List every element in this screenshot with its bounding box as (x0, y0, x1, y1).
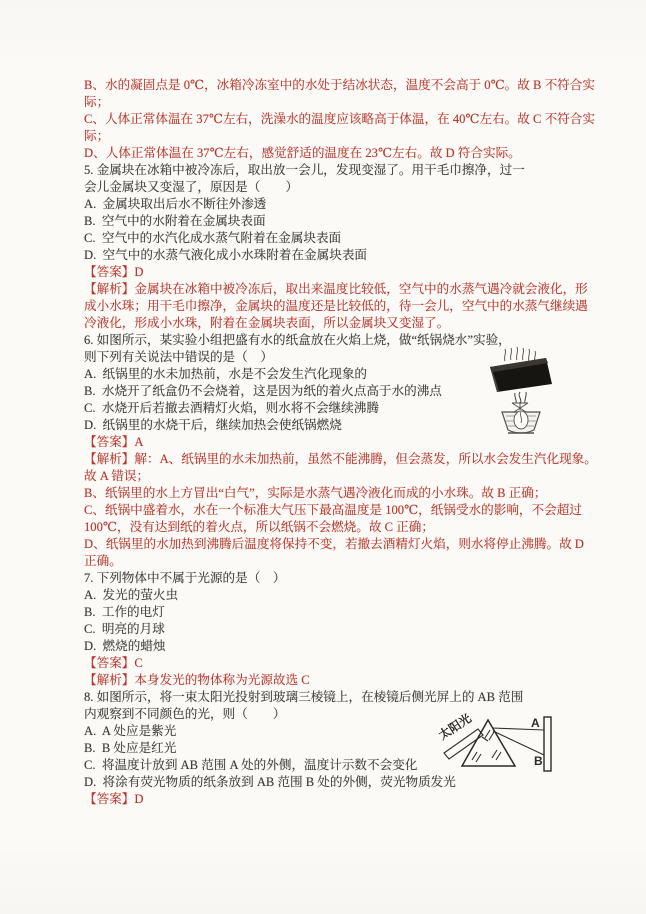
prism-figure (436, 700, 604, 807)
text-line: 则下列有关说法中错误的是（ ） (84, 350, 273, 364)
text-line: B. 水烧开了纸盒仍不会烧着，这是因为纸的着火点高于水的沸点 (84, 384, 442, 398)
text-line: A. A 处应是紫光 (84, 724, 177, 738)
prism-triangle-icon (462, 720, 515, 766)
text-line: D、人体正常体温在 37℃左右，感觉舒适的温度在 23℃左右。故 D 符合实际。 (84, 146, 521, 160)
text-line: B、纸锅里的水上方冒出“白气”，实际是水蒸气遇冷液化而成的小水珠。故 B 正确； (84, 486, 547, 500)
prism-label-a: A (531, 716, 540, 730)
text-line: 故 A 错误； (84, 469, 150, 483)
lamp-neck-icon (512, 402, 528, 412)
text-line: D. 燃烧的蜡烛 (84, 639, 166, 653)
text-line: 【答案】A (84, 435, 144, 449)
prism-sunlight-label: 太阳光 (436, 711, 474, 743)
text-line: C、纸锅中盛着水，水在一个标准大气压下最高温度是 100℃，纸锅受水的影响，不会超过 (84, 503, 582, 517)
text-line: D、纸锅里的水加热到沸腾后温度将保持不变，若撤去酒精灯火焰，则水将停止沸腾。故 D (84, 537, 584, 551)
text-line: 100℃，没有达到纸的着火点，所以纸锅不会燃烧。故 C 正确； (84, 520, 434, 534)
text-line: B. 工作的电灯 (84, 605, 165, 619)
text-line: C. 将温度计放到 AB 范围 A 处的外侧，温度计示数不会变化 (84, 758, 418, 772)
text-line: 【答案】D (84, 792, 144, 806)
text-line: 7. 下列物体中不属于光源的是（ ） (84, 571, 286, 585)
text-line: 5. 金属块在冰箱中被冷冻后，取出放一会儿，发现变湿了。用干毛巾擦净，过一 (84, 163, 525, 177)
text-line: A. 纸锅里的水未加热前，水是不会发生汽化现象的 (84, 367, 368, 381)
steam-wisps-icon (504, 347, 535, 362)
paper-pot-figure (478, 346, 600, 449)
text-line: 【解析】解：A、纸锅里的水未加热前，虽然不能沸腾，但会蒸发，所以水会发生汽化现象。 (84, 452, 597, 466)
text-line: C、人体正常体温在 37℃左右，洗澡水的温度应该略高于体温，在 40℃左右。故 C 不符合实 (84, 112, 595, 126)
text-line: B. 空气中的水附着在金属块表面 (84, 214, 266, 228)
text-line: 8. 如图所示，将一束太阳光投射到玻璃三棱镜上，在棱镜后侧光屏上的 AB 范围 (84, 690, 524, 704)
text-line: 【答案】D (84, 265, 144, 279)
prism-diagram-icon (436, 700, 604, 802)
text-line: 6. 如图所示，某实验小组把盛有水的纸盒放在火焰上烧，做“纸锅烧水”实验， (84, 333, 511, 347)
text-line: 【解析】金属块在冰箱中被冷冻后，取出来温度比较低，空气中的水蒸气遇冷就会液化，形 (84, 282, 588, 296)
text-line: D. 空气中的水蒸气液化成小水珠附着在金属块表面 (84, 248, 368, 262)
text-line: 际； (84, 95, 110, 109)
text-line: A. 金属块取出后水不断往外渗透 (84, 197, 267, 211)
text-line: 会儿金属块又变湿了，原因是（ ） (84, 180, 299, 194)
text-line: A. 发光的萤火虫 (84, 588, 179, 602)
text-line: D. 将涂有荧光物质的纸条放到 AB 范围 B 处的外侧，荧光物质发光 (84, 775, 456, 789)
text-line: 冷液化，形成小水珠，附着在金属块表面，所以金属块又变湿了。 (84, 316, 450, 330)
text-line: 正确。 (84, 554, 122, 568)
text-line: C. 水烧开后若撤去酒精灯火焰，则水将不会继续沸腾 (84, 401, 379, 415)
paper-pot-burner-icon (478, 346, 600, 444)
text-line: 【解析】本身发光的物体称为光源故选 C (84, 673, 310, 687)
lamp-bowl-icon (502, 411, 540, 433)
light-screen-icon (544, 717, 551, 771)
text-line: 成小水珠；用干毛巾擦净，金属块的温度还是比较低的，待一会儿，空气中的水蒸气继续遇 (84, 299, 588, 313)
text-line: B、水的凝固点是 0℃，冰箱冷冻室中的水处于结冰状态，温度不会高于 0℃。故 B 不符合实 (84, 78, 595, 92)
text-line: 内观察到不同颜色的光，则（ ） (84, 707, 286, 721)
text-line: D. 纸锅里的水烧干后，继续加热会使纸锅燃烧 (84, 418, 342, 432)
text-line: 际； (84, 129, 110, 143)
text-line: C. 空气中的水汽化成水蒸气附着在金属块表面 (84, 231, 342, 245)
paper-pot-box-icon (490, 358, 552, 392)
text-line: B. B 处应是红光 (84, 741, 177, 755)
prism-label-b: B (534, 754, 543, 768)
text-line: 【答案】C (84, 656, 143, 670)
text-line: C. 明亮的月球 (84, 622, 165, 636)
